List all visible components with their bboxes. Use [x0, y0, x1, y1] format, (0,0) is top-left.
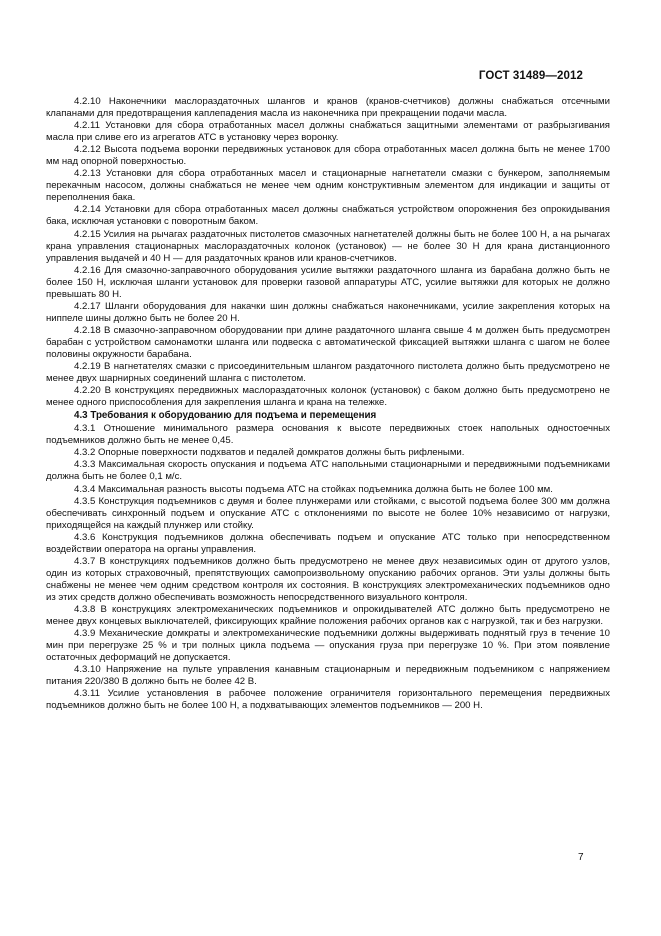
clause-4-2-20: 4.2.20 В конструкциях передвижных маслораздаточных колонок (установок) с баком должно быть предусмотрено не менее одного приспособления для закрепления шланга и крана на тележке. [46, 385, 610, 409]
clause-4-3-2: 4.3.2 Опорные поверхности подхватов и педалей домкратов должны быть рифлеными. [74, 447, 465, 459]
page-number: 7 [578, 852, 584, 863]
clause-4-3-5: 4.3.5 Конструкция подъемников с двумя и более плунжерами или стойками, с высотой подъема более 300 мм должна обеспечивать синхронный подъем и опускание АТС с отклонениями по высоте не более 10% независимо от нагрузки, приходящейся на каждый плунжер или стойку. [46, 495, 610, 531]
clause-4-3-11: 4.3.11 Усилие установления в рабочее положение ограничителя горизонтального перемещения передвижных подъемников должно быть не более 100 Н, а подхватывающих элементов подъемников — 200 Н. [46, 688, 610, 712]
clause-4-2-15: 4.2.15 Усилия на рычагах раздаточных пистолетов смазочных нагнетателей должны быть не более 100 Н, а на рычагах крана управления стационарных маслораздаточных колонок (установок) — не более 30 Н для крана дистанционного управления выдачей и 40 Н — для раздаточных кранов или кранов-счетчиков. [46, 228, 610, 264]
clause-4-3-9: 4.3.9 Механические домкраты и электромеханические подъемники должны выдерживать поднятый груз в течение 10 мин при перегрузке 25 % и три полных цикла подъема — опускания груза при перегрузке 10 %. При этом появление остаточных деформаций не допускается. [46, 628, 610, 664]
clause-4-2-19: 4.2.19 В нагнетателях смазки с присоединительным шлангом раздаточного пистолета должно быть предусмотрено не менее двух шарнирных соединений шланга с пистолетом. [46, 361, 610, 385]
clause-4-2-16: 4.2.16 Для смазочно-заправочного оборудования усилие вытяжки раздаточного шланга из барабана должно быть не более 150 Н, исключая шланги установок для проверки газовой аппаратуры АТС, усилие вытяжки для которых не должно превышать 80 Н. [46, 264, 610, 300]
clause-4-2-14: 4.2.14 Установки для сбора отработанных масел должны снабжаться устройством опорожнения без опрокидывания бака, исключая установки с поворотным баком. [46, 204, 610, 228]
clause-4-3-8: 4.3.8 В конструкциях электромеханических подъемников и опрокидывателей АТС должно быть предусмотрено не менее двух концевых выключателей, фиксирующих крайние положения рабочих органов как с нагрузкой, так и без нагрузки. [46, 603, 610, 628]
clause-4-3-7: 4.3.7 В конструкциях подъемников должно быть предусмотрено не менее двух независимых один от другого узлов, один из которых страховочный, препятствующих самопроизвольному опусканию рабочих органов. Эти узлы должны быть снабжены не менее чем одним средством контроля их состояния. В конструкциях электромеханических подъемников одно из этих средств должно обеспечивать возможность непосредственного визуального контроля. [46, 555, 610, 603]
clause-4-3-10: 4.3.10 Напряжение на пульте управления канавным стационарным и передвижным подъемником с напряжением питания 220/380 В должно быть не более 42 В. [46, 664, 610, 688]
clause-4-2-13: 4.2.13 Установки для сбора отработанных масел и стационарные нагнетатели смазки с бункером, заполняемым перекачным насосом, должны снабжаться не менее чем одним конструктивным элементом для индикации и защиты от переполнения бака. [46, 168, 610, 204]
standard-designation: ГОСТ 31489—2012 [478, 70, 583, 82]
clause-4-3-3: 4.3.3 Максимальная скорость опускания и подъема АТС напольными стационарными и передвижными подъемниками должна быть не более 0,1 м/с. [46, 459, 610, 483]
clause-4-2-12: 4.2.12 Высота подъема воронки передвижных установок для сбора отработанных масел должна быть не менее 1700 мм над опорной поверхностью. [46, 144, 610, 168]
clause-4-3-6: 4.3.6 Конструкция подъемников должна обеспечивать подъем и опускание АТС только при непосредственном воздействии оператора на органы управления. [46, 531, 610, 555]
clause-4-3-1: 4.3.1 Отношение минимального размера основания к высоте передвижных стоек напольных одностоечных подъемников должно быть не менее 0,45. [46, 423, 610, 447]
clause-4-2-10: 4.2.10 Наконечники маслораздаточных шлангов и кранов (кранов-счетчиков) должны снабжаться отсечными клапанами для предотвращения каплепадения масла из наконечника при прекращении подачи масла. [46, 96, 610, 120]
clause-4-2-11: 4.2.11 Установки для сбора отработанных масел должны снабжаться защитными элементами от разбрызгивания масла при сливе его из агрегатов АТС в установку через воронку. [46, 120, 610, 144]
section-heading-4-3: 4.3 Требования к оборудованию для подъема и перемещения [74, 410, 377, 422]
document-body [46, 96, 610, 712]
clause-4-3-4: 4.3.4 Максимальная разность высоты подъема АТС на стойках подъемника должна быть не более 100 мм. [74, 483, 553, 495]
clause-4-2-17: 4.2.17 Шланги оборудования для накачки шин должны снабжаться наконечниками, усилие закрепления которых на ниппеле шины должно быть не более 20 Н. [46, 300, 610, 324]
clause-4-2-18: 4.2.18 В смазочно-заправочном оборудовании при длине раздаточного шланга свыше 4 м должен быть предусмотрен барабан с устройством самонамотки шланга или подвеска с автоматической фиксацией вытяжки шланга с шагом не более половины окружности барабана. [46, 324, 610, 360]
